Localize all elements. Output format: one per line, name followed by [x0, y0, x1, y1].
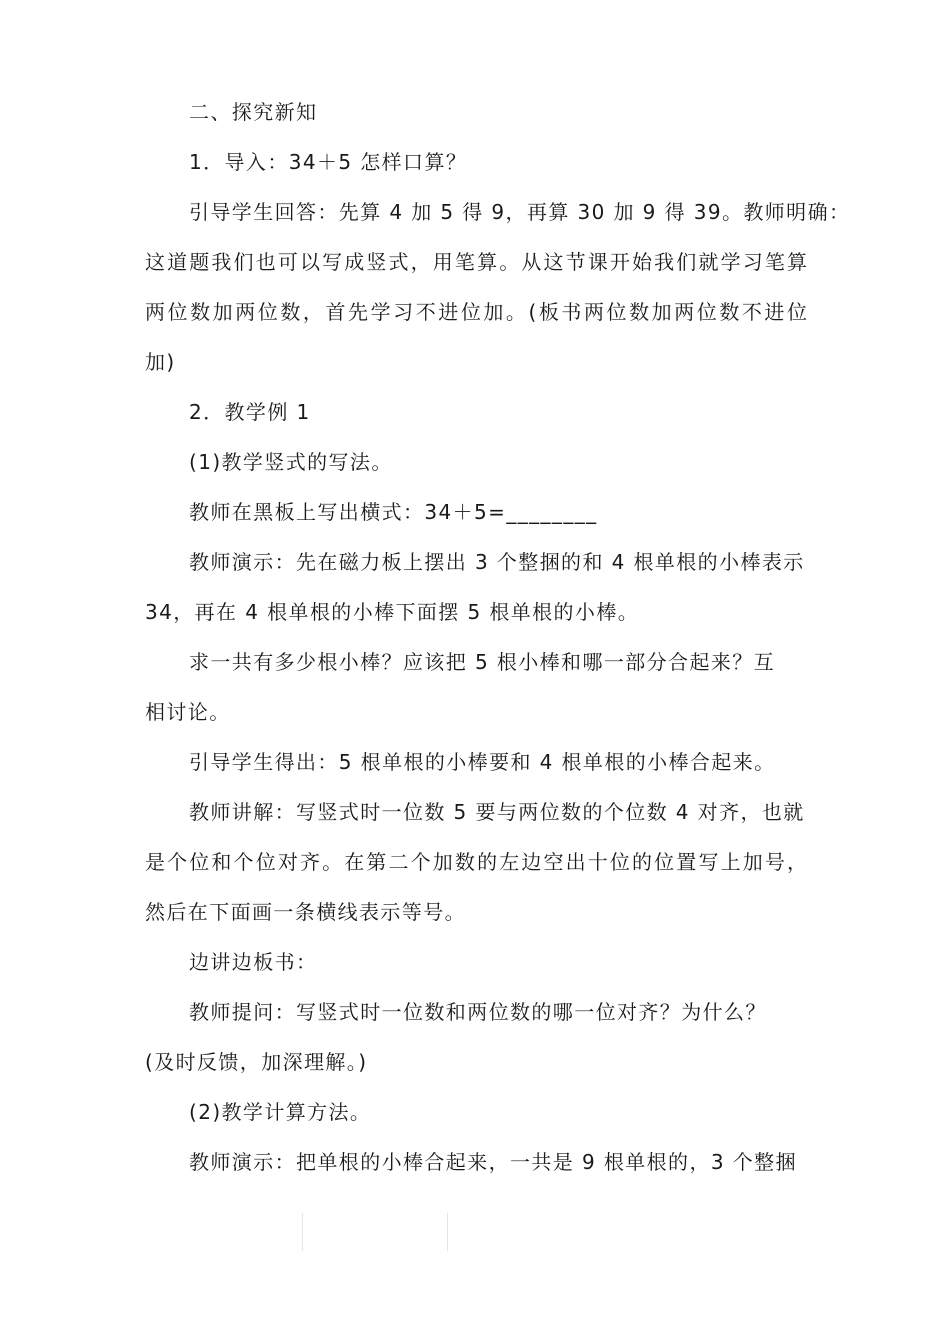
paragraph-explain-1	[145, 800, 807, 924]
paragraph-line: 求一共有多少根小棒？应该把 5 根小棒和哪一部分合起来？互	[189, 650, 776, 674]
item1-title: 1．导入：34＋5 怎样口算？	[189, 150, 468, 174]
paragraph-line: 教师讲解：写竖式时一位数 5 要与两位数的个位数 4 对齐，也就	[189, 800, 805, 824]
paragraph-question-2	[145, 1000, 807, 1074]
item2-title: 2．教学例 1	[189, 400, 311, 424]
subsection-2-title: (2)教学计算方法。	[189, 1100, 372, 1124]
paragraph-line: 34，再在 4 根单根的小棒下面摆 5 根单根的小棒。	[145, 600, 640, 624]
paragraph-line: 教师提问：写竖式时一位数和两位数的哪一位对齐？为什么？	[189, 1000, 767, 1024]
blackboard-equation: 教师在黑板上写出横式：34＋5=________	[189, 500, 598, 524]
paragraph-line: 然后在下面画一条横线表示等号。	[145, 900, 466, 924]
paragraph-question-1	[145, 650, 807, 724]
paragraph-demo-2: 教师演示：把单根的小棒合起来，一共是 9 根单根的，3 个整捆	[189, 1150, 797, 1174]
paragraph-guide-answer	[145, 200, 851, 374]
paragraph-line: 两位数加两位数，首先学习不进位加。(板书两位数加两位数不进位	[145, 300, 807, 324]
paragraph-line: 这道题我们也可以写成竖式，用笔算。从这节课开始我们就学习笔算	[145, 250, 807, 274]
subsection-1-title: (1)教学竖式的写法。	[189, 450, 393, 474]
paragraph-guide-1: 引导学生得出：5 根单根的小棒要和 4 根单根的小棒合起来。	[189, 750, 776, 774]
paragraph-line: 加)	[145, 350, 176, 374]
paragraph-line: 相讨论。	[145, 700, 231, 724]
section-heading: 二、探究新知	[189, 100, 318, 124]
paragraph-line: 教师演示：先在磁力板上摆出 3 个整捆的和 4 根单根的小棒表示	[189, 550, 805, 574]
paragraph-board-write: 边讲边板书：	[189, 950, 318, 974]
document-body	[145, 100, 851, 1174]
paragraph-demo-1	[145, 550, 807, 624]
paragraph-line: 引导学生回答：先算 4 加 5 得 9，再算 30 加 9 得 39。教师明确：	[189, 200, 851, 224]
paragraph-line: 是个位和个位对齐。在第二个加数的左边空出十位的位置写上加号，	[145, 850, 807, 874]
paragraph-line: (及时反馈，加深理解。)	[145, 1050, 368, 1074]
page-footer-box	[302, 1213, 448, 1251]
